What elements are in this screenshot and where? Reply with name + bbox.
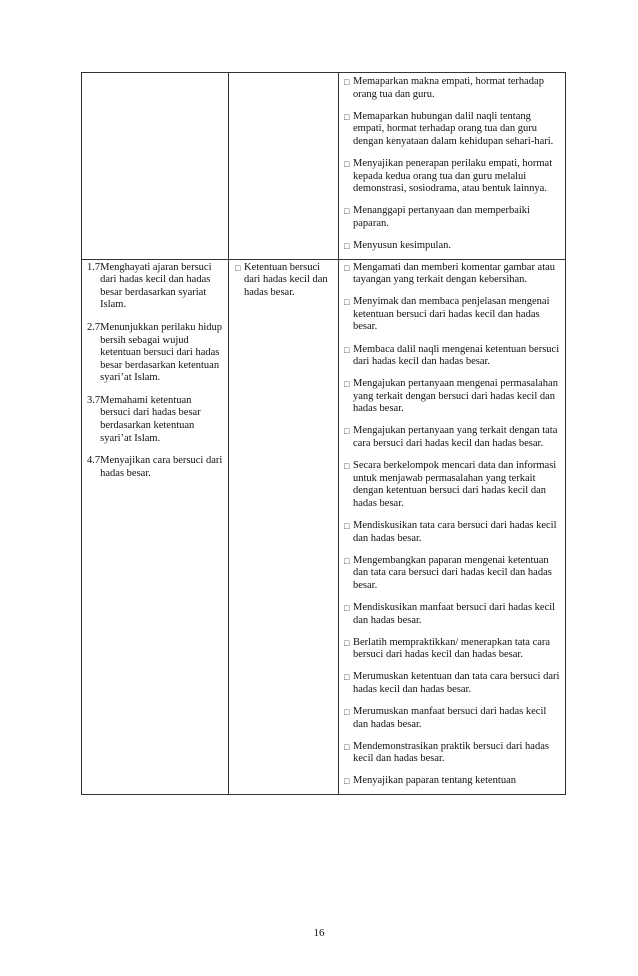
square-bullet-icon: □ — [344, 461, 350, 472]
competency-cell — [82, 259, 229, 795]
square-bullet-icon: □ — [344, 240, 350, 251]
square-bullet-icon: □ — [344, 672, 350, 683]
square-bullet-icon: □ — [344, 297, 350, 308]
square-bullet-icon: □ — [344, 741, 350, 752]
square-bullet-icon: □ — [344, 555, 350, 566]
square-bullet-icon: □ — [344, 206, 350, 217]
list-item: □ Mengamati dan memberi komentar gambar atau tayangan yang terkait dengan kebersihan. — [344, 261, 556, 286]
list-item: □ Menyajikan penerapan perilaku empati, hormat kepada kedua orang tua dan guru melalui demonstrasi, sosiodrama, atau bentuk lainnya. — [344, 157, 553, 195]
square-bullet-icon: □ — [344, 707, 350, 718]
square-bullet-icon: □ — [344, 426, 350, 437]
square-bullet-icon: □ — [344, 637, 350, 648]
list-item: □ Merumuskan manfaat bersuci dari hadas kecil dan hadas besar. — [344, 706, 547, 730]
list-item: □ Mendemonstrasikan praktik bersuci dari hadas kecil dan hadas besar. — [344, 740, 549, 765]
square-bullet-icon: □ — [235, 262, 241, 273]
competency-item: 3.7 Memahami ketentuan bersuci dari hadas besar berdasarkan ketentuan syari’at Islam. — [87, 394, 201, 444]
list-item: □ Secara berkelompok mencari data dan informasi untuk menjawab permasalahan yang terkait dengan ketentuan bersuci dari hadas kecil dan hadas besar. — [344, 460, 557, 509]
list-item: □ Membaca dalil naqli mengenai ketentuan bersuci dari hadas kecil dan hadas besar. — [344, 343, 560, 368]
square-bullet-icon: □ — [344, 262, 350, 273]
syllabus-table-page — [81, 72, 565, 795]
square-bullet-icon: □ — [344, 158, 350, 169]
square-bullet-icon: □ — [344, 77, 350, 87]
square-bullet-icon: □ — [344, 111, 350, 122]
square-bullet-icon: □ — [344, 521, 350, 532]
list-item: □ Menanggapi pertanyaan dan memperbaiki paparan. — [344, 205, 530, 229]
competency-item: 1.7 Menghayati ajaran bersuci dari hadas kecil dan hadas besar berdasarkan syariat Islam. — [87, 261, 212, 311]
material-cell — [229, 73, 339, 260]
list-item: □ Merumuskan ketentuan dan tata cara bersuci dari hadas kecil dan hadas besar. — [344, 671, 560, 695]
competency-item: 4.7 Menyajikan cara bersuci dari hadas besar. — [87, 455, 223, 479]
square-bullet-icon: □ — [344, 379, 350, 390]
list-item: □ Mendiskusikan tata cara bersuci dari hadas kecil dan hadas besar. — [344, 520, 557, 544]
list-item: □ Berlatih mempraktikkan/ menerapkan tata cara bersuci dari hadas kecil dan hadas besar. — [344, 636, 551, 661]
page-number: 16 — [313, 927, 325, 939]
list-item: □ Mengembangkan paparan mengenai ketentuan dan tata cara bersuci dari hadas kecil dan hadas besar. — [344, 554, 552, 591]
list-item: □ Mengajukan pertanyaan mengenai permasalahan yang terkait dengan bersuci dari hadas kecil dan hadas besar. — [344, 378, 558, 415]
table-row — [82, 73, 566, 260]
activity-list — [344, 262, 561, 789]
activities-cell — [339, 73, 566, 260]
competency-item: 2.7 Menunjukkan perilaku hidup bersih sebagai wujud ketentuan bersuci dari hadas besar berdasarkan ketentuan syari’at Islam. — [87, 321, 223, 384]
table-row — [82, 259, 566, 795]
square-bullet-icon: □ — [344, 603, 350, 613]
list-item: □ Mendiskusikan manfaat bersuci dari hadas kecil dan hadas besar. — [344, 602, 556, 626]
activities-cell — [339, 259, 566, 795]
list-item: □ Menyimak dan membaca penjelasan mengenai ketentuan bersuci dari hadas kecil dan hadas besar. — [344, 296, 550, 333]
competency-cell — [82, 73, 229, 260]
material-cell — [229, 259, 339, 795]
list-item: □ Menyusun kesimpulan. — [344, 239, 451, 251]
list-item: □ Memaparkan makna empati, hormat terhadap orang tua dan guru. — [344, 76, 544, 100]
material-item: □ Ketentuan bersuci dari hadas kecil dan hadas besar. — [235, 261, 328, 298]
square-bullet-icon: □ — [344, 776, 350, 787]
list-item: □ Mengajukan pertanyaan yang terkait dengan tata cara bersuci dari hadas kecil dan hadas besar. — [344, 425, 558, 450]
square-bullet-icon: □ — [344, 344, 350, 355]
activity-list — [344, 76, 561, 253]
list-item: □ Menyajikan paparan tentang ketentuan — [344, 775, 516, 787]
list-item: □ Memaparkan hubungan dalil naqli tentang empati, hormat terhadap orang tua dan guru dengan kenyataan dalam kehidupan sehari-hari. — [344, 110, 554, 147]
syllabus-table — [81, 72, 566, 795]
